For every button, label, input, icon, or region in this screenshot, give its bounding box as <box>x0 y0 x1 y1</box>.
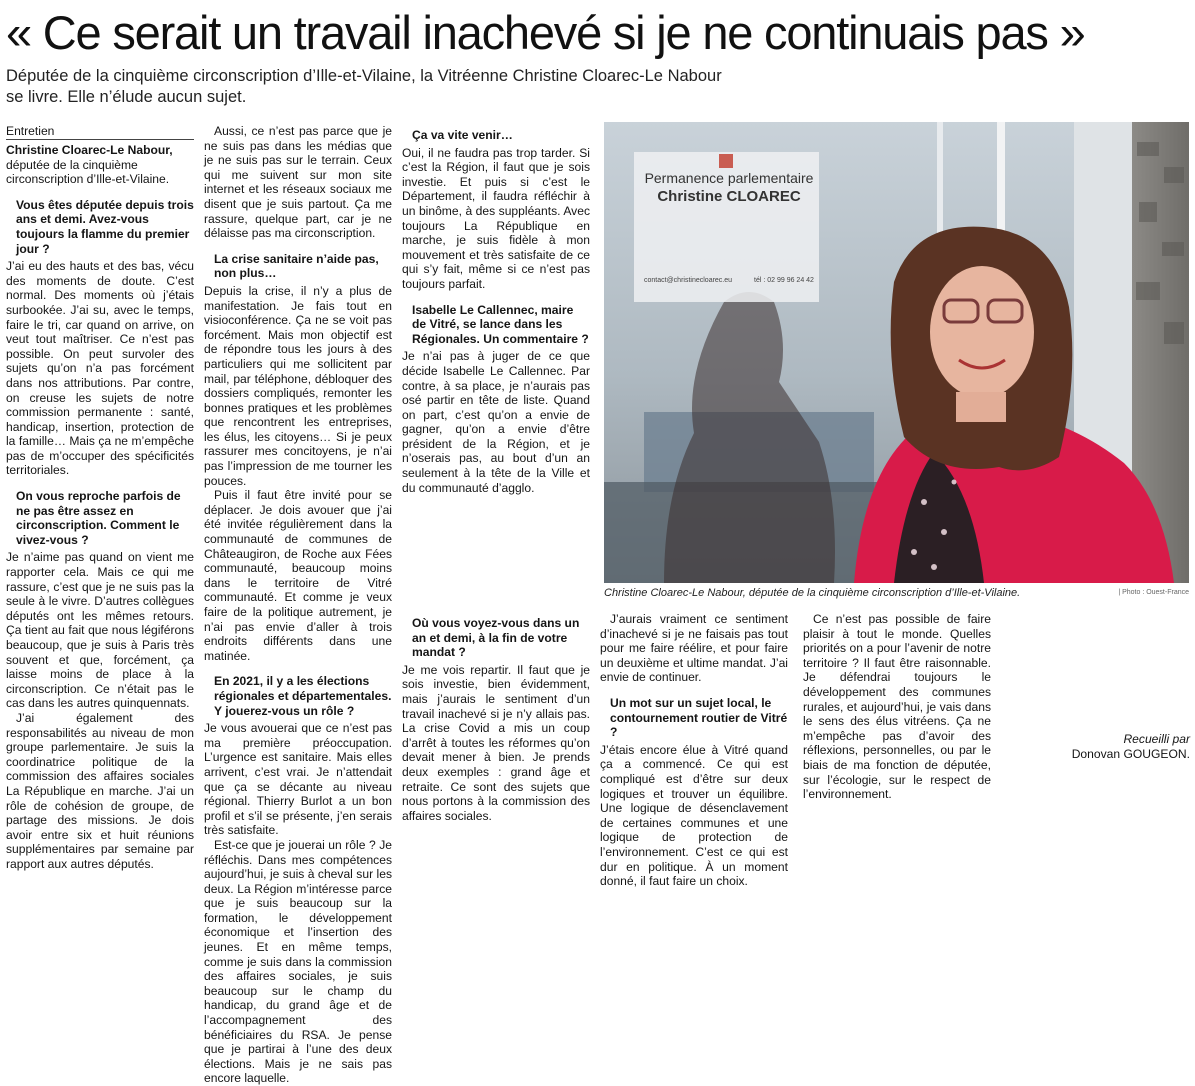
sign-line-2: Christine CLOAREC <box>657 188 801 205</box>
question-3: La crise sanitaire n’aide pas, non plus… <box>214 251 379 281</box>
question-1: Vous êtes députée depuis trois ans et demi. Avez-vous toujours la flamme du premier jour ? <box>16 197 194 256</box>
headline: « Ce serait un travail inachevé si je ne continuais pas » <box>6 6 1085 59</box>
question-4: En 2021, il y a les élections régionales et départementales. Y jouerez-vous un rôle ? <box>214 674 392 718</box>
answer-paragraph: Je n’ai pas à juger de ce que décide Isabelle Le Callennec. Par contre, à sa place, je n’aurais pas osé partir en tête de liste. Quand on part, c’est qu’on a envie de gagner, qu’on a envie d’être président de la Région, et je n’oserais pas, au bout d’un an seulement à la tête de la Ville et du communauté d’agglo. <box>402 349 590 495</box>
column-1 <box>6 124 194 871</box>
interviewee-name: Christine Cloarec-Le Nabour, <box>6 143 173 157</box>
article-photo <box>604 122 1189 583</box>
answer-paragraph: Ce n’est pas possible de faire plaisir à tout le monde. Quelles priorités on a pour l’avenir de notre territoire ? Il faut être raisonnable. Je défendrai toujours le développement des communes rurales, et aujourd’hui, je vais dans le sens des élus vitréens. Ça ne m’empêche pas d’avoir des réflexions, personnelles, ou par le biais de ma fonction de députée, sur l’écologie, sur le respect de l’environnement. <box>803 612 991 802</box>
photo-credit: | Photo : Ouest-France <box>1118 589 1189 596</box>
signature-author: Donovan GOUGEON. <box>1071 747 1190 761</box>
answer-paragraph: Je me vois repartir. Il faut que je sois investie, bien évidemment, mais j’aurais le sentiment d’un travail inachevé si je n’y allais pas. La crise Covid a mis un coup d’arrêt à toutes les réformes qu’on devait mener à bien. Je prends deux exemples : grand âge et retraite. Ce sont des sujets que nous portons à la commission des affaires sociales. <box>402 662 590 823</box>
answer-paragraph: Je n’aime pas quand on vient me rapporter cela. Mais ce qui me rassure, c’est que je ne suis pas la seule à le vivre. D’autres collègues députés ont les mêmes retours. Ça tient au fait que nous légiférons beaucoup, que je suis à Paris très souvent et que, forcément, ça laisse moins de place à la circonscription. Ce n’était pas le cas dans les autres quinquennats. <box>6 550 194 711</box>
question-8: Un mot sur un sujet local, le contournement routier de Vitré ? <box>610 695 788 740</box>
question-7: Où vous voyez-vous dans un an et demi, à la fin de votre mandat ? <box>412 616 580 660</box>
sign-contact: contact@christinecloarec.eu <box>644 277 733 284</box>
answer-paragraph: J’aurais vraiment ce sentiment d’inachevé si je ne faisais pas tout pour me faire réélire, et pour faire un deuxième et ultime mandat. J’ai envie de continuer. <box>600 612 788 685</box>
sign-line-1: Permanence parlementaire <box>644 170 814 186</box>
column-3-bottom <box>402 612 590 823</box>
question-2: On vous reproche parfois de ne pas être assez en circonscription. Comment le vivez-vous ? <box>16 489 181 547</box>
photo-caption: Christine Cloarec-Le Nabour, députée de la cinquième circonscription d’Ille-et-Vilaine. <box>604 587 1021 599</box>
interviewee-role: députée de la cinquième circonscription d’Ille-et-Vilaine. <box>6 157 170 187</box>
interviewee-byline <box>6 143 194 187</box>
signature <box>1072 732 1190 762</box>
photo-sign <box>644 170 814 207</box>
column-3 <box>402 124 590 495</box>
answer-paragraph: Oui, il ne faudra pas trop tarder. Si c’est la Région, il faut que je sois investie. Et puis si c’est le Département, il faudra réfléchir à un binôme, à des suppléants. Avec toujours La République en marche, je suis fidèle à mon mouvement et très satisfaite de ce qui s’y fait, même si ce n’est pas toujours parfait. <box>402 145 590 291</box>
column-6-bottom <box>1000 612 1190 764</box>
column-4-bottom <box>600 612 788 889</box>
column-5-bottom <box>803 612 991 802</box>
question-5: Ça va vite venir… <box>412 128 513 142</box>
question-6: Isabelle Le Callennec, maire de Vitré, se lance dans les Régionales. Un commentaire ? <box>412 302 589 346</box>
signature-label: Recueilli par <box>1123 732 1190 746</box>
lead-paragraph: Députée de la cinquième circonscription d’Ille-et-Vilaine, la Vitréenne Christine Cloarec-Le Nabour se livre. Elle n’élude aucun sujet. <box>6 67 722 106</box>
answer-paragraph: Je vous avouerai que ce n’est pas ma première préoccupation. L’urgence est sanitaire. Mais elles arrivent, c’est vrai. Je n’attendait que ça se décante au niveau régional. Thierry Burlot a un bon profil et s’il se présente, j’en serais très satisfaite. <box>204 721 392 838</box>
sign-phone: tél : 02 99 96 24 42 <box>754 277 814 284</box>
answer-paragraph: Puis il faut être invité pour se déplacer. Je dois avouer que j’ai été invitée régulièrement dans la communauté de communes de Châteaugiron, de Roche aux Fées communauté, beaucoup moins dans le territoire de Vitré communauté. Et comme je veux faire de la politique autrement, je n’ai pas envie d’aller à trois endroits différents dans une matinée. <box>204 488 392 663</box>
answer-paragraph: J’étais encore élue à Vitré quand ça a commencé. Ce qui est compliqué est d’être sur deux logiques et trouver un équilibre. Une logique de désenclavement de certaines communes et une logique de protection de l’environnement. C’est ce qui est dur en politique. À un moment donné, il faut faire un choix. <box>600 742 788 889</box>
answer-paragraph: J’ai également des responsabilités au niveau de mon groupe parlementaire. Je suis la coordinatrice politique de la commission des affaires sociales La République en marche. J’ai un rôle de cohésion de groupe, de partage des missions. Je dois avoir entre six et huit réunions supplémentaires par semaine par rapport aux autres députés. <box>6 710 194 871</box>
column-2 <box>204 124 392 1086</box>
answer-paragraph: Aussi, ce n’est pas parce que je ne suis pas dans les médias que je ne suis pas sur le terrain. Ceux qui me suivent sur mon site internet et les réseaux sociaux me disent que je suis partout. Ça me rassure, quelque part, car je ne délaisse pas ma circonscription. <box>204 124 392 241</box>
answer-paragraph: Est-ce que je jouerai un rôle ? Je réfléchis. Dans mes compétences aujourd’hui, je suis à cheval sur les deux. La Région m’intéresse parce que je suis beaucoup sur la formation, le développement économique et l’insertion des jeunes. Et en même temps, comme je suis dans la commission des affaires sociales, je suis beaucoup sur le champ du handicap, du grand âge et de l’accompagnement des bénéficiaires du RSA. Je pense que je partirai à l’une des deux élections. Mais je ne sais pas encore laquelle. <box>204 837 392 1086</box>
answer-paragraph: Depuis la crise, il n’y a plus de manifestation. Je fais tout en visioconférence. Ça ne se voit pas forcément. Mais mon objectif est de répondre tous les jours à des particuliers qui me sollicitent par mail, par téléphone, débloquer des dossiers compliqués, remonter les bonnes pratiques et les problèmes que rencontrent les entreprises, les élus, les citoyens… Si je peux rassurer mes concitoyens, je n’ai pas l’impression de me tourner les pouces. <box>204 283 392 488</box>
answer-paragraph: J’ai eu des hauts et des bas, vécu des moments de doute. C’est normal. Des moments où j’étais surbookée. J’ai su, avec le temps, faire le tri, car quand on arrive, on veut tout maîtriser. Ce n’est pas possible. On peut survoler des sujets qu’on n’a pas forcément dans nos attributions. Par contre, on creuse les sujets de notre commission permanente : santé, handicap, insertion, protection de la famille… Mais ça ne m’empêche pas de m’occuper des spécificités territoriales. <box>6 259 194 478</box>
rubric-label: Entretien <box>6 124 194 140</box>
